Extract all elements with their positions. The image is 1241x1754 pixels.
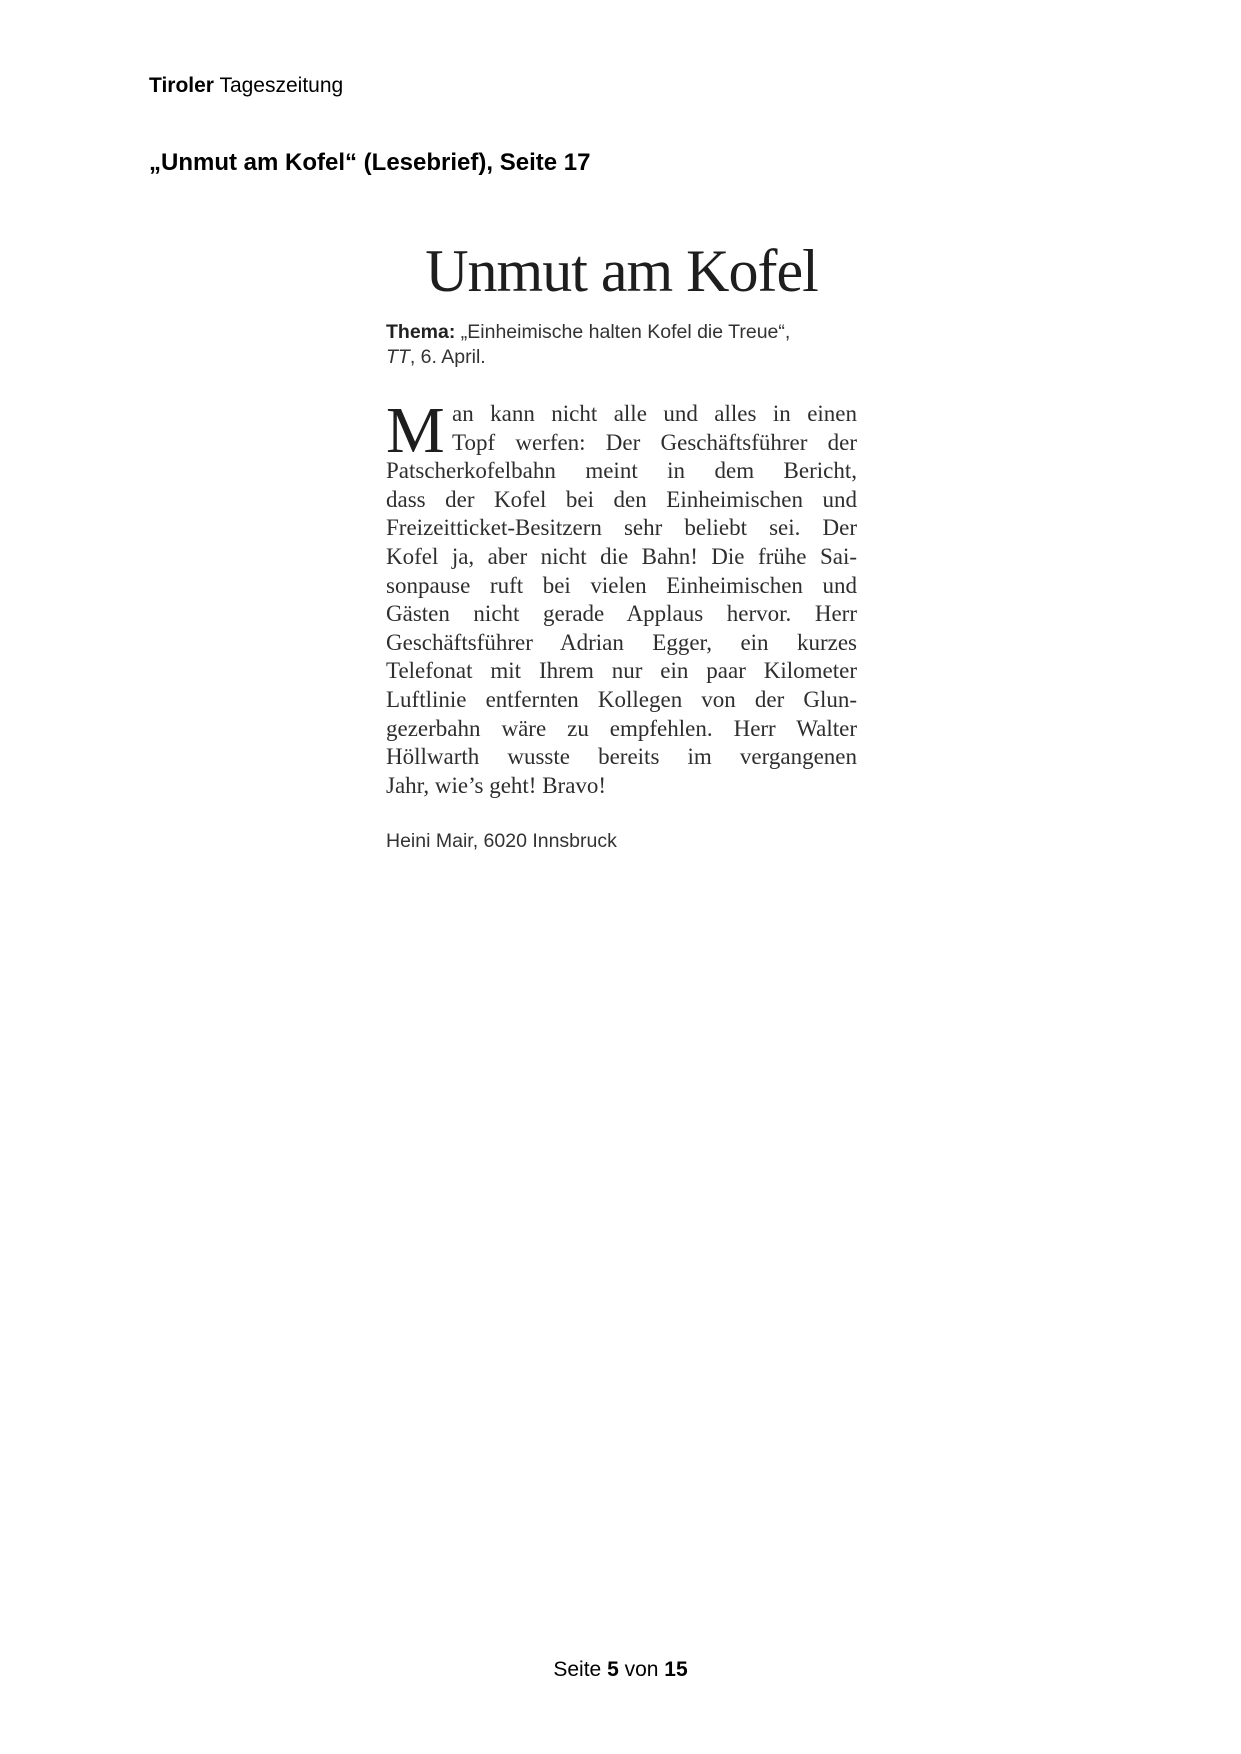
publication-header [149, 74, 343, 98]
body-line: Telefonat mit Ihrem nur ein paar Kilometer [386, 658, 857, 684]
body-line: Gästen nicht gerade Applaus hervor. Herr [386, 601, 857, 627]
body-line: Geschäftsführer Adrian Egger, ein kurzes [386, 629, 857, 655]
body-line: Höllwarth wusste bereits im vergangenen [386, 744, 857, 770]
source-date: , 6. April. [409, 346, 486, 368]
body-line: dass der Kofel bei den Einheimischen und [386, 486, 857, 512]
document-headline: „Unmut am Kofel“ (Lesebrief), Seite 17 [149, 149, 591, 176]
body-line: Topf werfen: Der Geschäftsführer der [452, 429, 857, 455]
publication-name-bold: Tiroler [149, 74, 214, 97]
drop-cap: M [386, 394, 445, 467]
article-clipping [386, 236, 857, 853]
body-line: an kann nicht alle und alles in einen [452, 401, 857, 426]
letter-signature: Heini Mair, 6020 Innsbruck [386, 830, 617, 853]
topic-label: Thema: [386, 321, 456, 343]
body-line: Luftlinie entfernten Kollegen von der Glun- [386, 686, 857, 712]
source-abbrev: TT [386, 346, 410, 368]
body-line: Patscherkofelbahn meint in dem Bericht, [386, 458, 857, 484]
footer-prefix: Seite [553, 1658, 602, 1681]
body-line: Kofel ja, aber nicht die Bahn! Die frühe Sai- [386, 543, 857, 569]
article-title: Unmut am Kofel [425, 238, 818, 304]
total-pages: 15 [664, 1658, 688, 1681]
current-page: 5 [607, 1658, 619, 1681]
page-footer [0, 1658, 1241, 1682]
topic-text: „Einheimische halten Kofel die Treue“, [460, 321, 791, 343]
body-line: Freizeitticket-Besitzern sehr beliebt sei. Der [386, 515, 857, 541]
body-line: gezerbahn wäre zu empfehlen. Herr Walter [386, 715, 857, 741]
article-topic [386, 320, 857, 370]
publication-name-rest: Tageszeitung [219, 74, 344, 97]
article-body [386, 394, 857, 800]
body-line: Jahr, wie’s geht! Bravo! [386, 772, 607, 798]
footer-middle: von [624, 1658, 659, 1681]
body-line: sonpause ruft bei vielen Einheimischen und [386, 572, 857, 598]
